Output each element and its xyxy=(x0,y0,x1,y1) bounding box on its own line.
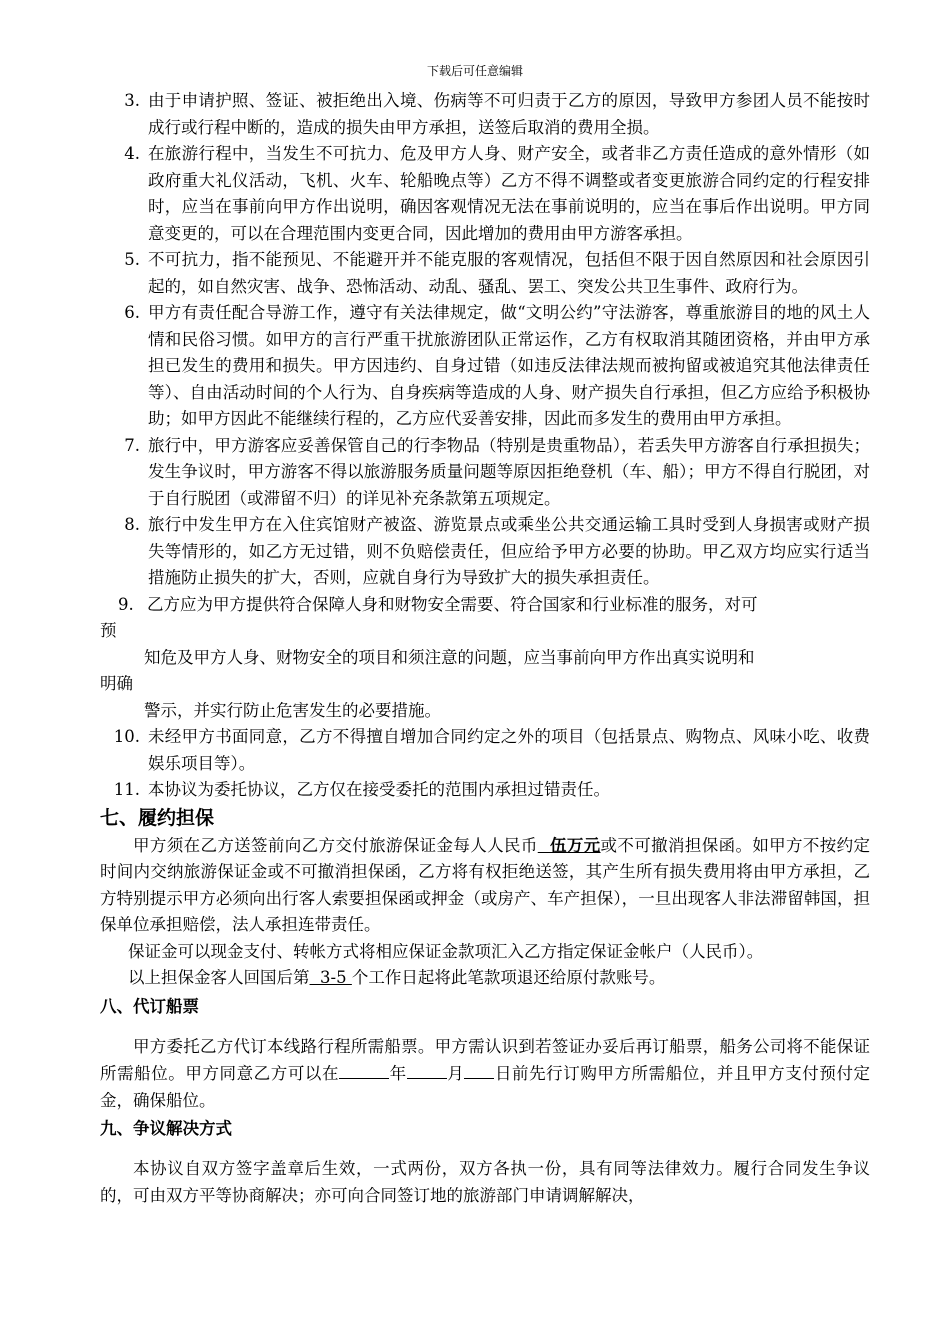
clause-number: 5. xyxy=(124,250,140,269)
clause-9-line-1 xyxy=(100,592,870,619)
list-item xyxy=(100,247,870,300)
section-7-paragraph-1 xyxy=(100,833,870,939)
section-9-paragraph: 本协议自双方签字盖章后生效，一式两份，双方各执一份，具有同等法律效力。履行合同发生争议的，可由双方平等协商解决；亦可向合同签订地的旅游部门申请调解解决， xyxy=(100,1159,870,1205)
document-body xyxy=(100,88,870,1209)
clause-text: 乙方应为甲方提供符合保障人身和财物安全需要、符合国家和行业标准的服务，对可 xyxy=(147,594,758,614)
section-7-paragraph-3 xyxy=(100,965,870,992)
clause-9-line-1-wrap: 预 xyxy=(100,621,117,640)
day-blank xyxy=(464,1060,494,1079)
clause-text: 由于申请护照、签证、被拒绝出入境、伤病等不可归责于乙方的原因，导致甲方参团人员不能按时成行或行程中断的，造成的损失由甲方承担，送签后取消的费用全损。 xyxy=(148,91,870,137)
section-8-title: 八、代订船票 xyxy=(100,996,199,1016)
clause-list-b xyxy=(100,724,870,804)
deposit-amount: 伍万元 xyxy=(537,835,601,855)
section-8-paragraph xyxy=(100,1034,870,1115)
year-label: 年 xyxy=(389,1064,407,1083)
refund-days: 3-5 xyxy=(309,968,352,987)
list-item xyxy=(100,88,870,141)
clause-number: 7. xyxy=(124,435,140,455)
clause-text: 不可抗力，指不能预见、不能避开并不能克服的客观情况，包括但不限于因自然原因和社会原因引起的，如自然灾害、战争、恐怖活动、动乱、骚乱、罢工、突发公共卫生事件、政府行为。 xyxy=(148,250,870,296)
section-7-title: 七、履约担保 xyxy=(100,806,215,829)
clause-text: 甲方有责任配合导游工作，遵守有关法律规定，做“文明公约”守法游客，尊重旅游目的地的风土人情和民俗习惯。如甲方的言行严重干扰旅游团队正常运作，乙方有权取消其随团资格，并由甲方承担已发生的费用和损失。甲方因违约、自身过错（如违反法律法规而被拘留或被追究其他法律责任等）、自由活动时间的个人行为、自身疾病等造成的人身、财产损失自行承担，但乙方应给予积极协助；如甲方因此不能继续行程的，乙方应代妥善安排，因此而多发生的费用由甲方承担。 xyxy=(148,303,870,428)
clause-9 xyxy=(100,592,870,725)
list-item xyxy=(100,433,870,513)
clause-number: 6. xyxy=(124,303,140,322)
list-item xyxy=(100,777,870,804)
section-7-paragraph-2: 保证金可以现金支付、转帐方式将相应保证金款项汇入乙方指定保证金帐户（人民币）。 xyxy=(128,941,764,961)
clause-text: 在旅游行程中，当发生不可抗力、危及甲方人身、财产安全，或者非乙方责任造成的意外情形（如政府重大礼仪活动，飞机、火车、轮船晚点等）乙方不得不调整或者变更旅游合同约定的行程安排时，应当在事前向甲方作出说明，确因客观情况无法在事前说明的，应当在事后作出说明。甲方同意变更的，可以在合理范围内变更合同，因此增加的费用由甲方游客承担。 xyxy=(148,144,870,243)
clause-text: 未经甲方书面同意，乙方不得擅自增加合同约定之外的项目（包括景点、购物点、风味小吃、收费娱乐项目等）。 xyxy=(148,727,870,773)
clause-text: 旅行中，甲方游客应妥善保管自己的行李物品（特别是贵重物品），若丢失甲方游客自行承担损失；发生争议时，甲方游客不得以旅游服务质量问题等原因拒绝登机（车、船）；甲方不得自行脱团，对于自行脱团（或滞留不归）的详见补充条款第五项规定。 xyxy=(148,435,870,508)
list-item xyxy=(100,141,870,247)
page-header: 下载后可任意编辑 xyxy=(426,64,523,78)
clause-number: 8. xyxy=(124,515,140,534)
clause-number: 4. xyxy=(124,144,140,163)
clause-number: 9. xyxy=(118,594,134,614)
para-text: 甲方须在乙方送签前向乙方交付旅游保证金每人人民币 xyxy=(133,835,538,855)
list-item xyxy=(100,300,870,433)
clause-9-line-2-wrap: 明确 xyxy=(100,674,133,693)
para-text: 甲方委托乙方代订本线路行程所需船票。甲方需认识到若签证办妥后再订船票，船务公司将不能保证所需船位。甲方同意乙方可以在 xyxy=(100,1036,870,1083)
para-text: 以上担保金客人回国后第 xyxy=(128,968,310,987)
clause-9-line-2: 知危及甲方人身、财物安全的项目和须注意的问题，应当事前向甲方作出真实说明和 xyxy=(144,647,755,667)
para-text: 日前先行订购甲方所需船位，并且甲方支付预付定金，确保船位。 xyxy=(100,1064,871,1110)
clause-text: 旅行中发生甲方在入住宾馆财产被盗、游览景点或乘坐公共交通运输工具时受到人身损害或财产损失等情形的，如乙方无过错，则不负赔偿责任，但应给予甲方必要的协助。甲乙双方均应实行适当措施防止损失的扩大，否则，应就自身行为导致扩大的损失承担责任。 xyxy=(148,515,870,587)
month-label: 月 xyxy=(446,1064,465,1083)
para-text: 或不可撤消担保函。如甲方不按约定时间内交纳旅游保证金或不可撤消担保函，乙方将有权拒绝送签，其产生所有损失费用将由甲方承担，乙方特别提示甲方必须向出行客人索要担保函或押金（或房产、车产担保），一旦出现客人非法滞留韩国，担保单位承担赔偿，法人承担连带责任。 xyxy=(100,835,871,934)
clause-text: 本协议为委托协议，乙方仅在接受委托的范围内承担过错责任。 xyxy=(148,780,610,799)
year-blank xyxy=(339,1060,389,1079)
clause-9-line-3: 警示，并实行防止危害发生的必要措施。 xyxy=(144,700,441,720)
clause-number: 10. xyxy=(113,727,140,746)
list-item xyxy=(100,724,870,777)
clause-list xyxy=(100,88,870,592)
clause-number: 3. xyxy=(124,91,140,110)
list-item xyxy=(100,512,870,592)
para-text: 个工作日起将此笔款项退还给原付款账号。 xyxy=(351,968,666,987)
month-blank xyxy=(407,1060,447,1079)
clause-number: 11. xyxy=(113,780,140,799)
section-9-title: 九、争议解决方式 xyxy=(100,1119,232,1138)
